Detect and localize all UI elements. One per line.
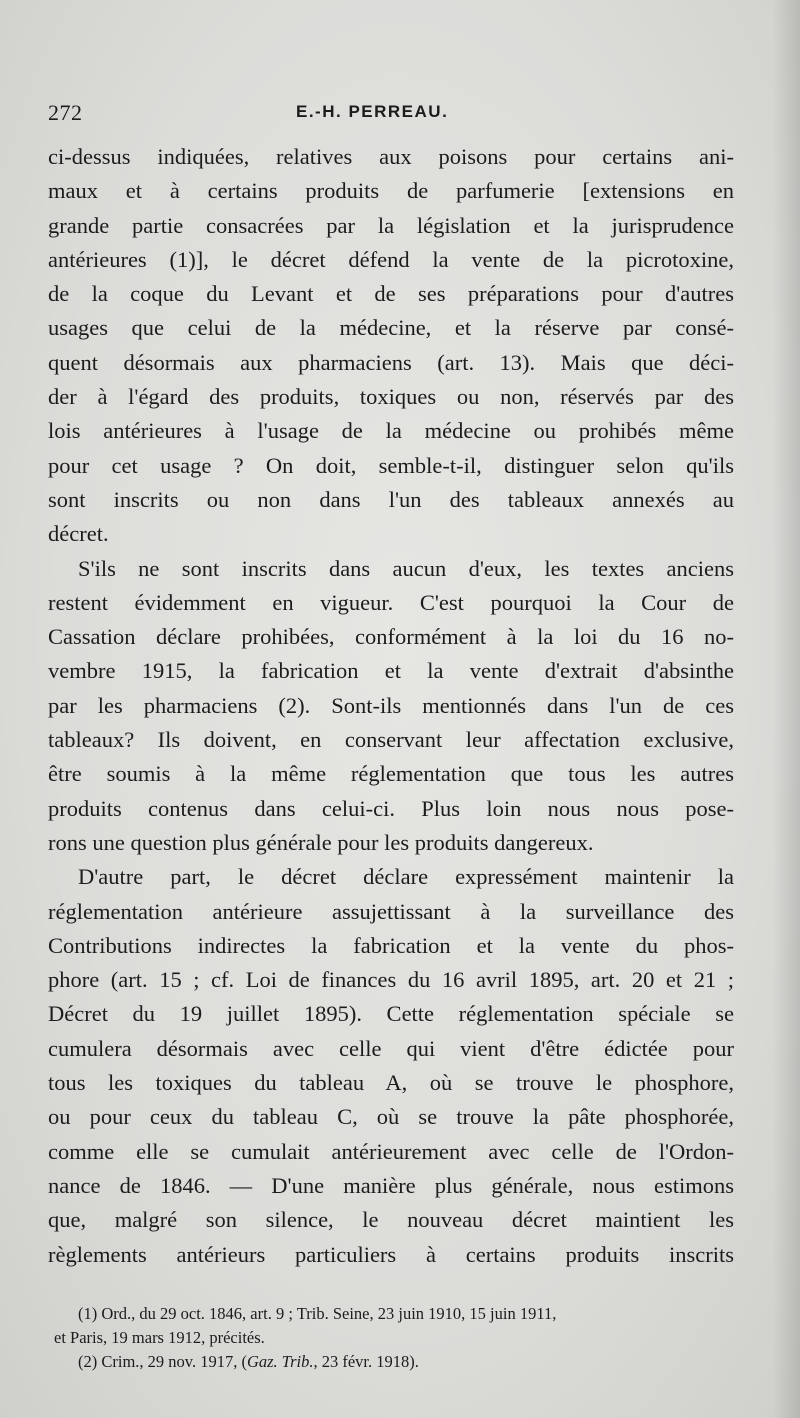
text-line: produits contenus dans celui-ci. Plus loin nous nous pose- <box>48 795 734 821</box>
text-line: maux et à certains produits de parfumerie [extensions en <box>48 178 734 204</box>
text-line: réglementation antérieure assujettissant à la surveillance des <box>48 898 734 924</box>
text-line: antérieures (1)], le décret défend la vente de la picrotoxine, <box>48 246 734 272</box>
text-line: de la coque du Levant et de ses préparations pour d'autres <box>48 281 734 307</box>
running-head: E.-H. PERREAU. <box>296 102 449 121</box>
text-line: ci-dessus indiquées, relatives aux poisons pour certains ani- <box>48 144 734 169</box>
text-line: restent évidemment en vigueur. C'est pourquoi la Cour de <box>48 589 734 615</box>
text-line: Cassation déclare prohibées, conformément à la loi du 16 no- <box>48 624 734 650</box>
text-line: que, malgré son silence, le nouveau décret maintient les <box>48 1207 734 1233</box>
text-line: vembre 1915, la fabrication et la vente d'extrait d'absinthe <box>48 658 734 684</box>
text-line: sont inscrits ou non dans l'un des tableaux annexés au <box>48 486 734 512</box>
footnote-2-suffix: , 23 févr. 1918). <box>313 1352 419 1371</box>
text-line: ou pour ceux du tableau C, où se trouve la pâte phosphorée, <box>48 1104 734 1130</box>
footnote-1-line-2: et Paris, 19 mars 1912, précités. <box>54 1328 265 1347</box>
text-line: phore (art. 15 ; cf. Loi de finances du 16 avril 1895, art. 20 et 21 ; <box>48 967 734 993</box>
text-line: S'ils ne sont inscrits dans aucun d'eux, les textes anciens <box>78 555 734 581</box>
footnotes <box>54 1302 734 1374</box>
text-line: nance de 1846. — D'une manière plus générale, nous estimons <box>48 1172 734 1198</box>
text-line: comme elle se cumulait antérieurement avec celle de l'Ordon- <box>48 1138 734 1164</box>
text-line: Contributions indirectes la fabrication et la vente du phos- <box>48 932 734 958</box>
text-line: quent désormais aux pharmaciens (art. 13). Mais que déci- <box>48 349 734 375</box>
text-line: tous les toxiques du tableau A, où se trouve le phosphore, <box>48 1070 734 1096</box>
page-header <box>48 100 728 130</box>
text-line: pour cet usage ? On doit, semble-t-il, distinguer selon qu'ils <box>48 452 734 478</box>
text-line: lois antérieures à l'usage de la médecine ou prohibés même <box>48 418 734 444</box>
text-line: tableaux? Ils doivent, en conservant leur affectation exclusive, <box>48 727 734 753</box>
text-line: Décret du 19 juillet 1895). Cette réglementation spéciale se <box>48 1001 734 1027</box>
footnote-1-line-1: (1) Ord., du 29 oct. 1846, art. 9 ; Trib. Seine, 23 juin 1910, 15 juin 1911, <box>78 1304 557 1323</box>
text-line: rons une question plus générale pour les produits dangereux. <box>48 829 594 855</box>
text-line: grande partie consacrées par la législation et la jurisprudence <box>48 212 734 238</box>
text-line: décret. <box>48 521 109 547</box>
text-line: règlements antérieurs particuliers à certains produits inscrits <box>48 1241 734 1267</box>
text-line: usages que celui de la médecine, et la réserve par consé- <box>48 315 734 341</box>
footnote-2-prefix: (2) Crim., 29 nov. 1917, ( <box>78 1352 247 1371</box>
text-line: par les pharmaciens (2). Sont-ils mentionnés dans l'un de ces <box>48 692 734 718</box>
text-line: cumulera désormais avec celle qui vient d'être édictée pour <box>48 1035 734 1061</box>
footnote-2-journal: Gaz. Trib. <box>246 1352 314 1371</box>
page-number: 272 <box>48 100 83 125</box>
footnote-2 <box>54 1350 734 1374</box>
text-line: der à l'égard des produits, toxiques ou non, réservés par des <box>48 384 734 410</box>
body-text <box>48 140 734 1272</box>
page-edge-shadow <box>772 0 800 1418</box>
text-line: être soumis à la même réglementation que tous les autres <box>48 761 734 787</box>
text-line: D'autre part, le décret déclare expressément maintenir la <box>78 864 734 890</box>
